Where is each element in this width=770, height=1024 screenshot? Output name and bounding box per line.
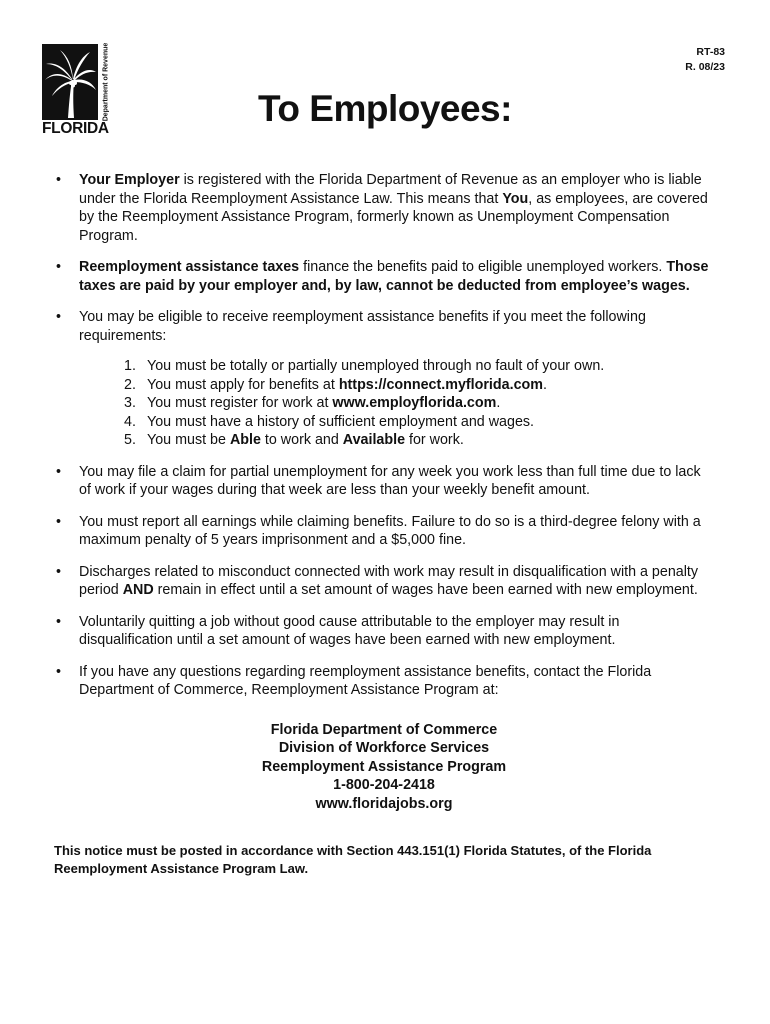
- form-id: [685, 45, 725, 75]
- requirement-number: 4.: [124, 413, 136, 430]
- logo-department-label: Department of Revenue: [102, 42, 110, 122]
- requirement-number: 3.: [124, 395, 136, 411]
- bullet-dot: •: [56, 663, 62, 680]
- requirement-bold: Available: [342, 432, 406, 448]
- contact-phone: 1-800-204-2418: [333, 777, 435, 793]
- requirement-item: [124, 357, 714, 376]
- bullet-dot: •: [56, 463, 62, 480]
- requirement-item: [124, 413, 714, 432]
- posting-notice: This notice must be posted in accordance with Section 443.151(1) Florida Statutes, of the Florida Reemployment Assistance Program Law.: [54, 843, 652, 876]
- notice-content: [54, 171, 714, 878]
- bullet-item: [54, 308, 714, 450]
- requirement-number: 5.: [124, 432, 136, 448]
- bullet-text: If you have any questions regarding reemployment assistance benefits, contact the Florida Department of Commerce, Reemployment Assistance Program at:: [79, 663, 652, 698]
- bullet-item: [54, 171, 714, 245]
- requirement-link: https://connect.myflorida.com: [338, 376, 543, 393]
- bullet-dot: •: [56, 172, 62, 188]
- bullet-dot: •: [56, 309, 62, 325]
- contact-block: [54, 721, 714, 814]
- contact-program: Reemployment Assistance Program: [261, 758, 507, 775]
- bullet-bold-lead: Your Employer: [79, 172, 180, 188]
- requirement-text: You must be totally or partially unemployed through no fault of your own.: [147, 358, 605, 374]
- requirement-item: 2. You must apply for benefits at https://connect.myflorida.com.: [124, 376, 547, 393]
- contact-division: Division of Workforce Services: [278, 740, 490, 756]
- bullet-bold-lead: Reemployment assistance taxes: [79, 259, 300, 275]
- bullet-text: remain in effect until a set amount of wages have been earned with new employment.: [153, 582, 698, 598]
- bullet-item: [54, 613, 714, 650]
- page-title: To Employees:: [258, 88, 512, 129]
- form-number: RT-83: [696, 46, 725, 58]
- bullet-item: [54, 463, 714, 500]
- bullet-text: finance the benefits paid to eligible unemployed workers.: [299, 259, 667, 275]
- requirements-list: [79, 357, 714, 450]
- bullet-text: is registered with the Florida Department of Revenue as an employer who is liable under the Florida Reemployment Assistance Law. This means that: [79, 172, 702, 207]
- requirement-text: You must be: [147, 432, 230, 448]
- contact-website: www.floridajobs.org: [315, 795, 453, 812]
- bullet-text: Voluntarily quitting a job without good cause attributable to the employer may result in disqualification until a set amount of wages have been earned with new employment.: [79, 613, 620, 648]
- bullet-text: You may file a claim for partial unemployment for any week you work less than full time due to lack of work if your wages during that week are less than your weekly benefit amount.: [79, 463, 701, 498]
- bullet-item: [54, 563, 714, 600]
- bullet-dot: •: [56, 563, 62, 580]
- bullet-dot: •: [56, 513, 62, 530]
- bullet-item: [54, 258, 714, 295]
- bullet-item: [54, 513, 714, 550]
- requirement-bold: Able: [229, 432, 261, 448]
- bullet-bold-inline: AND: [122, 582, 154, 598]
- bullet-text: , as employees, are covered by the Reemployment Assistance Program, formerly known as Unemployment Compensation Program.: [79, 190, 708, 244]
- requirement-text: You must apply for benefits at: [147, 376, 339, 393]
- requirement-item: 3. You must register for work at www.employflorida.com.: [124, 395, 501, 411]
- requirement-link: www.employflorida.com: [332, 395, 497, 411]
- requirement-text: You must have a history of sufficient employment and wages.: [147, 413, 535, 430]
- logo-florida-word: FLORIDA: [42, 120, 109, 137]
- bullet-bold-inline: Those taxes are paid by your employer and, by law, cannot be deducted from employee’s wages.: [79, 259, 709, 294]
- requirement-number: 2.: [124, 376, 136, 393]
- requirement-item: 5. You must be Able to work and Available for work.: [124, 432, 464, 448]
- bullet-item: [54, 663, 714, 700]
- requirement-number: 1.: [124, 358, 136, 374]
- contact-org: Florida Department of Commerce: [270, 721, 498, 738]
- bullet-bold-inline: You: [502, 190, 529, 207]
- requirement-text: You must register for work at: [147, 395, 333, 411]
- bullet-dot: •: [56, 259, 62, 275]
- bullet-text: You must report all earnings while claiming benefits. Failure to do so is a third-degree felony with a maximum penalty of 5 years imprisonment and a $5,000 fine.: [79, 513, 701, 548]
- bullet-text: Discharges related to misconduct connected with work may result in disqualification with a penalty period: [79, 563, 699, 598]
- bullet-dot: •: [56, 613, 62, 630]
- bullet-text: You may be eligible to receive reemployment assistance benefits if you meet the following requirements:: [79, 309, 646, 344]
- form-revision: R. 08/23: [685, 61, 725, 73]
